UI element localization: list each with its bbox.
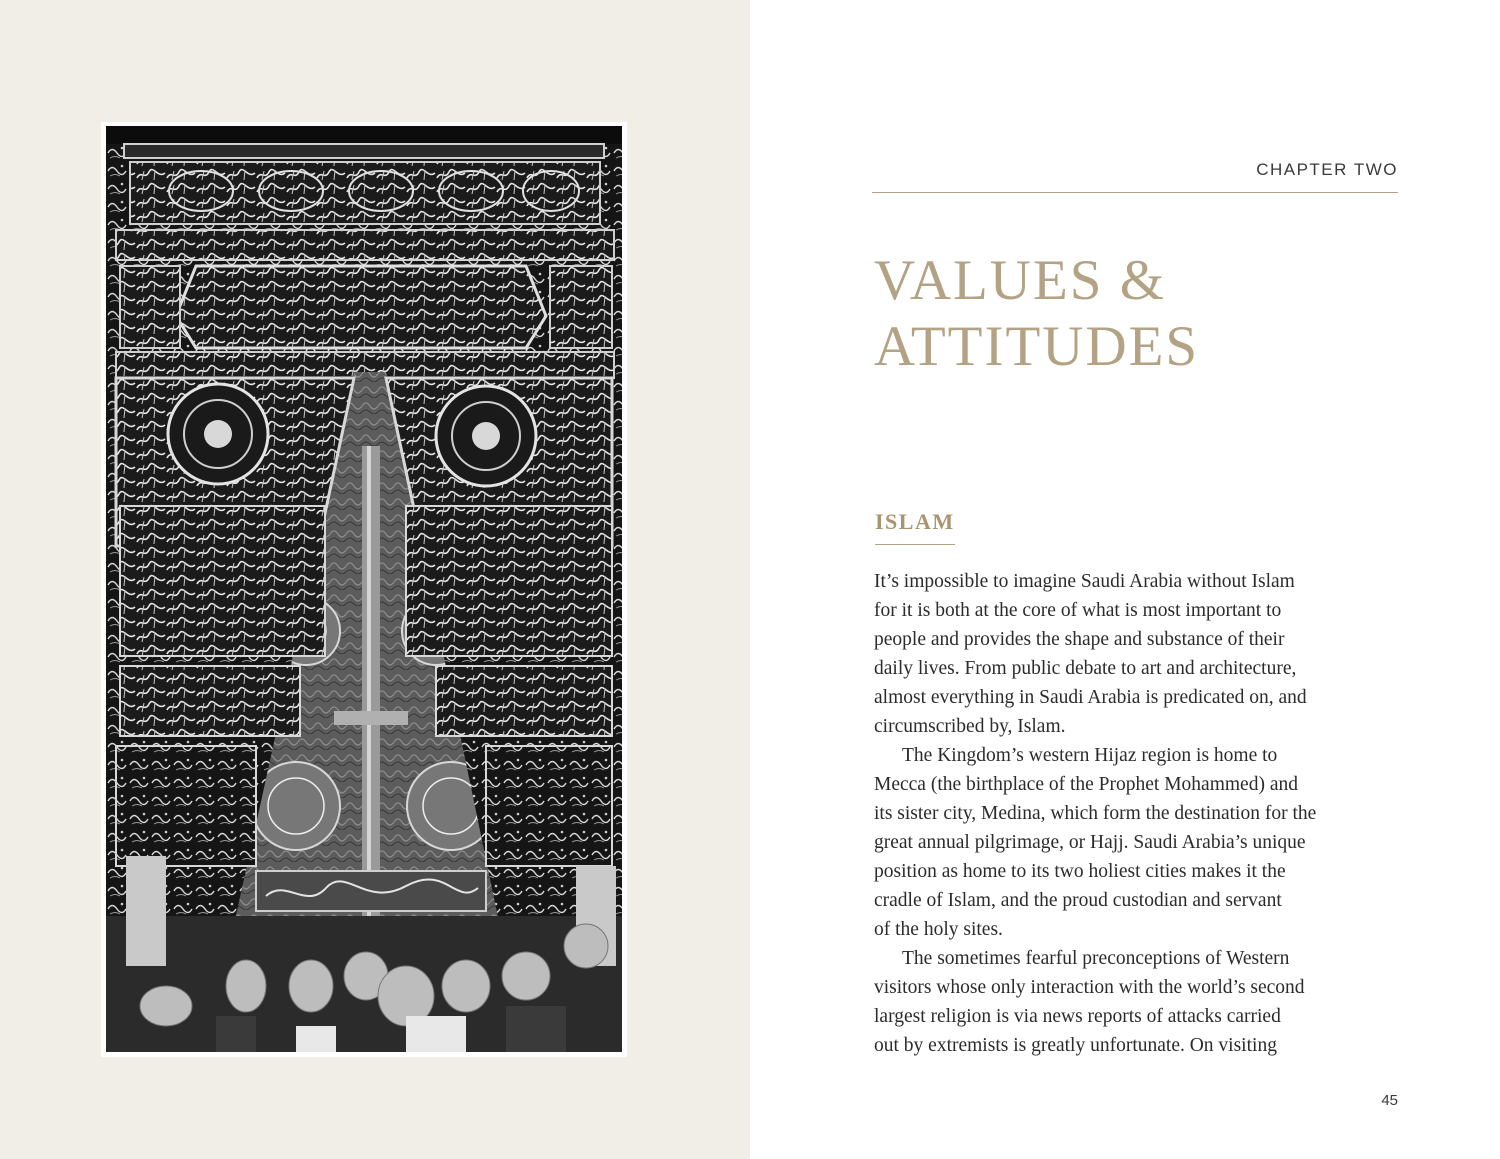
text-line: its sister city, Medina, which form the destination for the xyxy=(874,803,1317,824)
text-line: It’s impossible to imagine Saudi Arabia without Islam xyxy=(874,571,1295,592)
chapter-label: CHAPTER TWO xyxy=(1256,160,1398,179)
chapter-divider xyxy=(872,192,1398,193)
section-heading: ISLAM xyxy=(875,509,955,534)
section-divider xyxy=(875,544,955,545)
text-line: visitors whose only interaction with the world’s second xyxy=(874,977,1305,998)
text-line: circumscribed by, Islam. xyxy=(874,716,1066,737)
text-line: people and provides the shape and substance of their xyxy=(874,629,1285,650)
text-line: largest religion is via news reports of attacks carried xyxy=(874,1006,1281,1027)
paragraph xyxy=(874,741,1404,944)
kaaba-door-photo xyxy=(106,126,622,1052)
text-line: position as home to its two holiest cities makes it the xyxy=(874,861,1286,882)
text-line: daily lives. From public debate to art and architecture, xyxy=(874,658,1297,679)
text-line: The Kingdom’s western Hijaz region is home to xyxy=(902,745,1278,766)
body-text xyxy=(874,567,1404,1060)
text-line: Mecca (the birthplace of the Prophet Mohammed) and xyxy=(874,774,1298,795)
text-line: great annual pilgrimage, or Hajj. Saudi Arabia’s unique xyxy=(874,832,1306,853)
text-line: cradle of Islam, and the proud custodian and servant xyxy=(874,890,1282,911)
chapter-title-line: ATTITUDES xyxy=(874,315,1200,378)
text-line: of the holy sites. xyxy=(874,919,1003,940)
paragraph xyxy=(874,944,1404,1060)
text-line: almost everything in Saudi Arabia is predicated on, and xyxy=(874,687,1307,708)
text-line: out by extremists is greatly unfortunate. On visiting xyxy=(874,1035,1277,1056)
chapter-title xyxy=(874,248,1199,380)
paragraph xyxy=(874,567,1404,741)
chapter-title-line: VALUES & xyxy=(874,249,1167,312)
page-number: 45 xyxy=(1381,1092,1398,1109)
photo-frame xyxy=(101,122,627,1057)
text-line: The sometimes fearful preconceptions of Western xyxy=(902,948,1290,969)
text-line: for it is both at the core of what is most important to xyxy=(874,600,1282,621)
